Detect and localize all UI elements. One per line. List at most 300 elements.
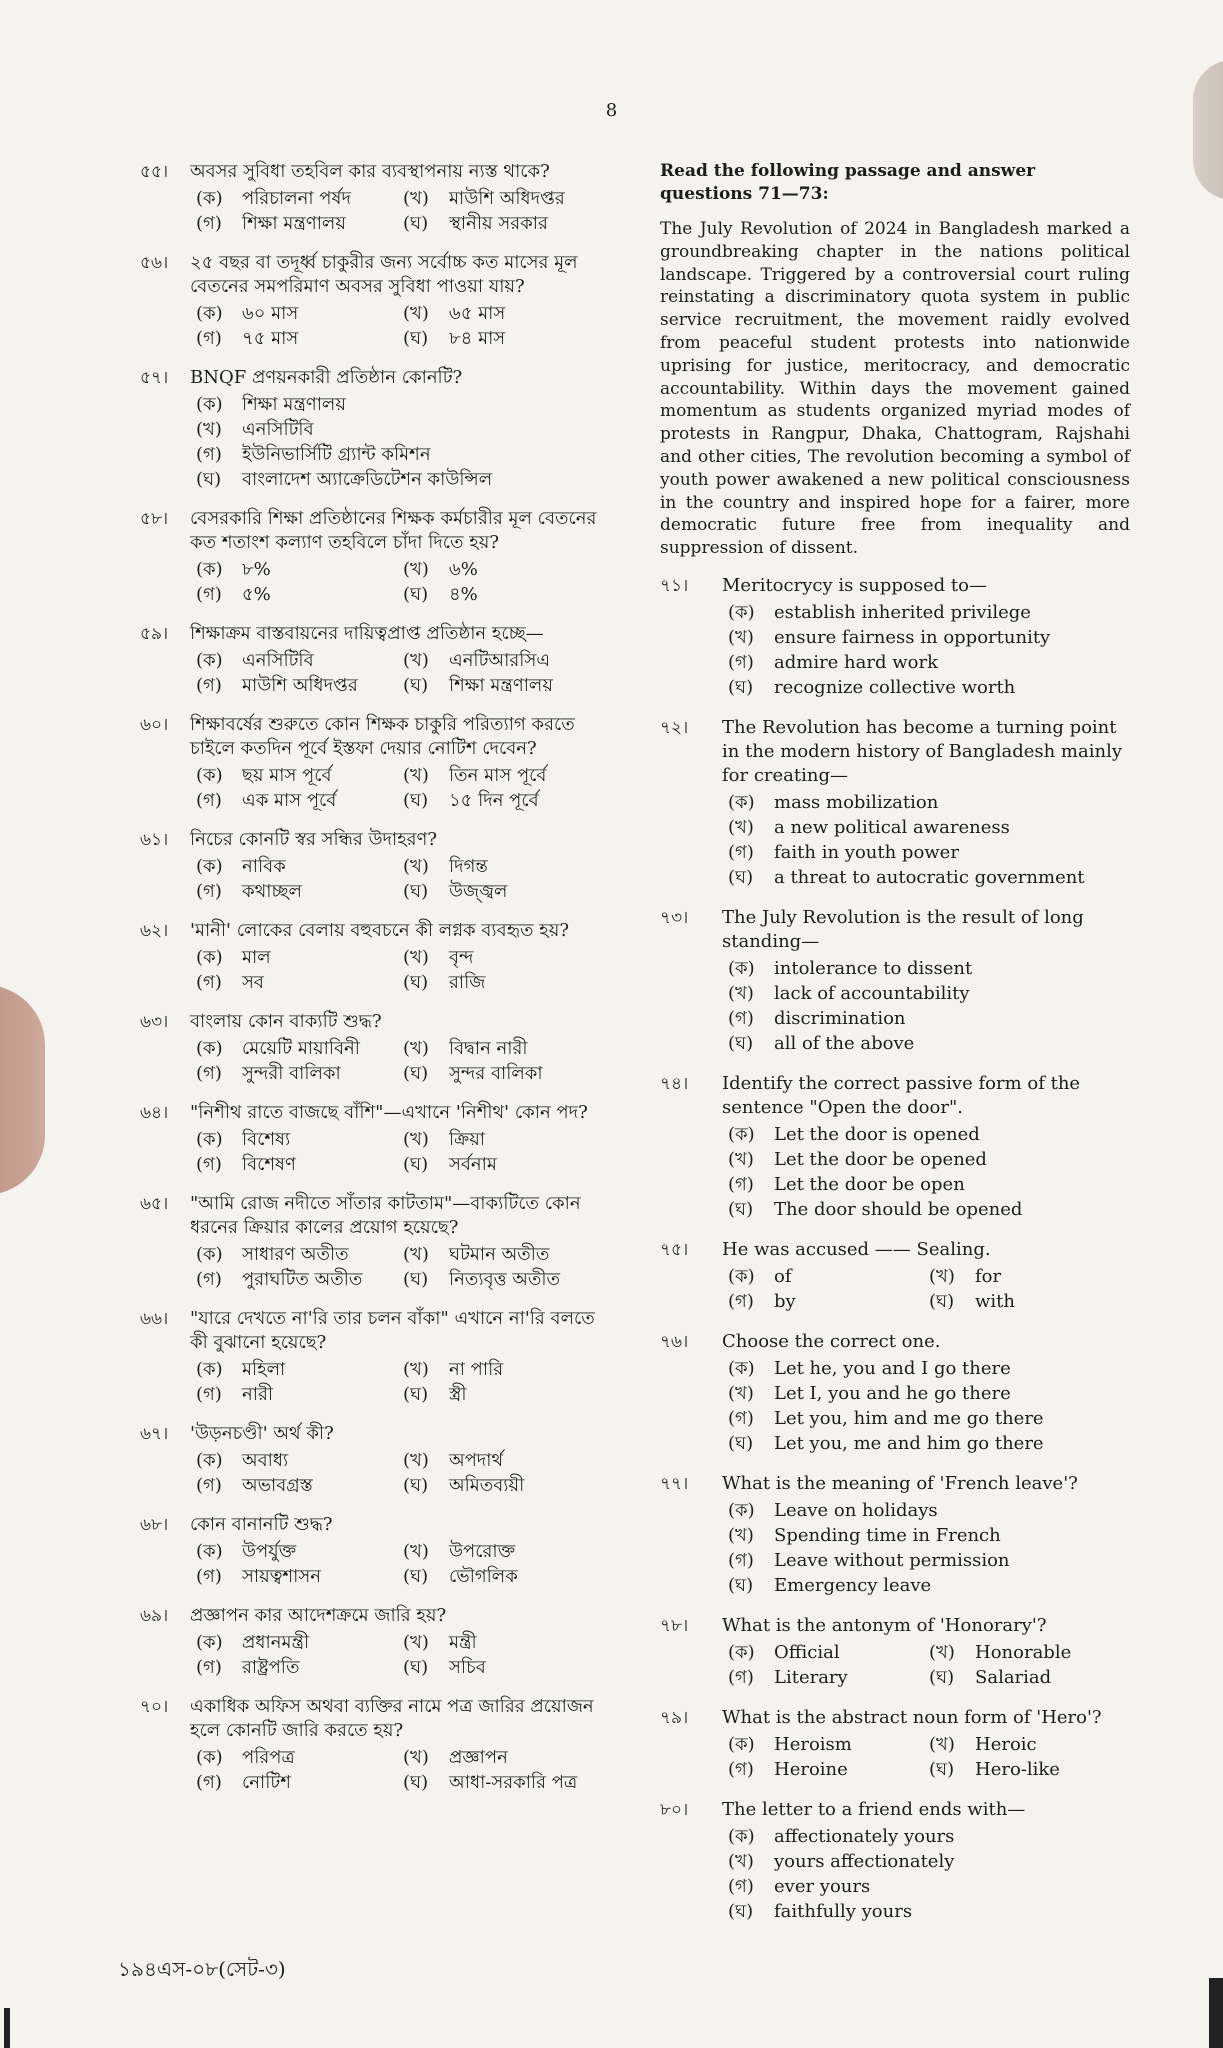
- option-text: mass mobilization: [774, 791, 939, 813]
- option-text: ৫%: [242, 584, 271, 605]
- option-label: (ঘ): [403, 1269, 429, 1290]
- option: [196, 1630, 403, 1655]
- option-row: [728, 1573, 1130, 1598]
- question: [140, 251, 610, 351]
- question-number: ৬০।: [140, 715, 169, 735]
- option: [403, 211, 610, 236]
- question-text: ২৫ বছর বা তদূর্ধ্ব চাকুরীর জন্য সর্বোচ্চ কত মাসের মূল বেতনের সমপরিমাণ অবসর সুবিধা পাওয়া যায়?: [190, 252, 578, 297]
- option-row: [196, 326, 610, 351]
- option-list: [190, 648, 610, 698]
- option: [196, 186, 403, 211]
- option-text: ছয় মাস পূর্বে: [242, 765, 332, 786]
- question-text: একাধিক অফিস অথবা ব্যক্তির নামে পত্র জারির প্রয়োজন হলে কোনটি জারি করতে হয়?: [190, 1696, 594, 1741]
- option-text: Heroism: [774, 1733, 852, 1755]
- option-row: [196, 879, 610, 904]
- option-text: শিক্ষা মন্ত্রণালয়: [242, 394, 346, 415]
- option-label: (গ): [196, 1657, 222, 1678]
- option-label: (খ): [403, 303, 429, 324]
- option-label: (খ): [196, 419, 222, 440]
- option: [728, 1732, 929, 1757]
- option-text: উপর্যুক্ত: [242, 1541, 297, 1562]
- option: [196, 854, 403, 879]
- option: [403, 582, 610, 607]
- question: [140, 1513, 610, 1589]
- question: [660, 1614, 1130, 1690]
- option-text: by: [774, 1290, 796, 1312]
- option-text: Let you, him and me go there: [774, 1407, 1044, 1429]
- option-text: উজ্জ্বল: [449, 881, 508, 902]
- option-label: (খ): [728, 1148, 754, 1170]
- option-row: [196, 854, 610, 879]
- option-text: সাধারণ অতীত: [242, 1244, 349, 1265]
- option-label: (ক): [196, 947, 223, 968]
- option: [196, 1036, 403, 1061]
- option-list: [190, 854, 610, 904]
- option: [403, 1267, 610, 1292]
- option-label: (গ): [728, 1407, 754, 1429]
- option-row: [196, 1745, 610, 1770]
- question-text: He was accused —— Sealing.: [722, 1238, 991, 1260]
- option-text: ৬০ মাস: [242, 303, 299, 324]
- option-row: [728, 1757, 1130, 1782]
- option-row: [728, 1824, 1130, 1849]
- option-label: (ক): [196, 1129, 223, 1150]
- question: [140, 919, 610, 995]
- option-row: [728, 1147, 1130, 1172]
- option-text: স্থানীয় সরকার: [449, 213, 548, 234]
- option-text: ক্রিয়া: [449, 1129, 486, 1150]
- question-number: ৭০।: [140, 1697, 169, 1717]
- option-label: (গ): [728, 1875, 754, 1897]
- option-label: (ঘ): [403, 1475, 429, 1496]
- option-label: (ক): [728, 1265, 755, 1287]
- option: [196, 1382, 403, 1407]
- option-label: (গ): [196, 1772, 222, 1793]
- option-label: (ক): [196, 303, 223, 324]
- question: [660, 716, 1130, 890]
- option-label: (খ): [929, 1641, 955, 1663]
- option-row: [196, 186, 610, 211]
- option-label: (খ): [403, 1129, 429, 1150]
- option-label: (ক): [196, 188, 223, 209]
- option-list: [722, 790, 1130, 890]
- option-text: ৮৪ মাস: [449, 328, 506, 349]
- option-text: ৮%: [242, 559, 271, 580]
- option-text: মাউশি অধিদপ্তর: [449, 188, 565, 209]
- option-text: recognize collective worth: [774, 676, 1016, 698]
- option-label: (গ): [196, 972, 222, 993]
- option: [929, 1665, 1130, 1690]
- left-edge-mark: [4, 2008, 10, 2048]
- option-label: (ক): [728, 1499, 755, 1521]
- option-label: (গ): [196, 675, 222, 696]
- option-text: পরিচালনা পর্ষদ: [242, 188, 351, 209]
- option-label: (গ): [728, 1007, 754, 1029]
- option-label: (ক): [728, 1825, 755, 1847]
- option-text: Honorable: [975, 1641, 1072, 1663]
- option-text: Leave on holidays: [774, 1499, 938, 1521]
- option: [929, 1757, 1130, 1782]
- option-label: (ঘ): [403, 1384, 429, 1405]
- option-text: faith in youth power: [774, 841, 959, 863]
- option: [728, 650, 938, 675]
- option-list: [190, 763, 610, 813]
- option-label: (ক): [196, 1632, 223, 1653]
- option: [728, 1573, 931, 1598]
- option: [403, 788, 610, 813]
- option: [403, 1448, 610, 1473]
- option-label: (গ): [196, 444, 222, 465]
- option-text: ভৌগলিক: [449, 1566, 518, 1587]
- option-label: (ঘ): [929, 1666, 955, 1688]
- option-text: faithfully yours: [774, 1900, 913, 1922]
- option: [728, 1406, 1044, 1431]
- option-text: সুন্দরী বালিকা: [242, 1063, 341, 1084]
- option-label: (ঘ): [403, 675, 429, 696]
- option-label: (ক): [196, 765, 223, 786]
- option-label: (ক): [196, 394, 223, 415]
- question-text: Meritocrycy is supposed to—: [722, 574, 987, 596]
- option-text: a new political awareness: [774, 816, 1010, 838]
- option-row: [196, 557, 610, 582]
- option: [929, 1289, 1130, 1314]
- option-text: Emergency leave: [774, 1574, 932, 1596]
- thumb-shadow: [0, 985, 45, 1195]
- option-text: বিশেষণ: [242, 1154, 296, 1175]
- option: [196, 557, 403, 582]
- option: [403, 326, 610, 351]
- question-number: ৬৭।: [140, 1424, 169, 1444]
- option: [403, 1655, 610, 1680]
- option-list: [722, 1824, 1130, 1924]
- option: [728, 815, 1010, 840]
- option-label: (গ): [196, 584, 222, 605]
- option: [196, 970, 403, 995]
- option-text: অপদার্থ: [449, 1450, 504, 1471]
- option-label: (ঘ): [403, 881, 429, 902]
- option-label: (খ): [403, 1244, 429, 1265]
- option: [196, 1152, 403, 1177]
- option: [196, 1061, 403, 1086]
- option-list: [190, 1630, 610, 1680]
- option-text: এনসিটিবি: [242, 419, 314, 440]
- option-label: (ঘ): [403, 328, 429, 349]
- option-row: [728, 1498, 1130, 1523]
- question-number: ৭৮।: [660, 1615, 689, 1636]
- option-label: (ক): [196, 1450, 223, 1471]
- option-label: (গ): [196, 1384, 222, 1405]
- option-label: (ক): [196, 650, 223, 671]
- option-text: অবাধ্য: [242, 1450, 289, 1471]
- option-text: establish inherited privilege: [774, 601, 1031, 623]
- option-text: intolerance to dissent: [774, 957, 973, 979]
- option: [403, 970, 610, 995]
- question-text: The Revolution has become a turning point in the modern history of Bangladesh mainly for creating—: [722, 716, 1123, 786]
- option-label: (ক): [728, 1733, 755, 1755]
- option: [403, 673, 610, 698]
- option: [196, 763, 403, 788]
- question-text: কোন বানানটি শুদ্ধ?: [190, 1514, 333, 1535]
- option-label: (খ): [403, 947, 429, 968]
- option-row: [728, 956, 1130, 981]
- option: [728, 1006, 906, 1031]
- question: [660, 1798, 1130, 1924]
- option-text: পরিপত্র: [242, 1747, 295, 1768]
- question-text: The July Revolution is the result of long standing—: [722, 906, 1084, 952]
- option-text: all of the above: [774, 1032, 915, 1054]
- option: [403, 1564, 610, 1589]
- option-label: (ঘ): [403, 972, 429, 993]
- option-text: বিদ্বান নারী: [449, 1038, 528, 1059]
- question-number: ৫৭।: [140, 368, 169, 388]
- option-text: lack of accountability: [774, 982, 970, 1004]
- option: [196, 301, 403, 326]
- option-label: (খ): [728, 1382, 754, 1404]
- option-label: (ক): [728, 1357, 755, 1379]
- option-row: [196, 1539, 610, 1564]
- option: [403, 186, 610, 211]
- option: [196, 1473, 403, 1498]
- question-text: শিক্ষাবর্ষের শুরুতে কোন শিক্ষক চাকুরি পরিত্যাগ করতে চাইলে কতদিন পূর্বে ইস্তফা দেয়ার নোটিশ দেবেন?: [190, 714, 575, 759]
- option-row: [196, 1655, 610, 1680]
- question-number: ৬৩।: [140, 1012, 169, 1032]
- option-text: ইউনিভার্সিটি গ্র্যান্ট কমিশন: [242, 444, 431, 465]
- option-list: [190, 392, 610, 492]
- option: [196, 211, 403, 236]
- option-text: ১৫ দিন পূর্বে: [449, 790, 539, 811]
- option-row: [728, 1406, 1130, 1431]
- option-text: সব: [242, 972, 264, 993]
- option-row: [728, 840, 1130, 865]
- right-column: [660, 160, 1130, 1940]
- option-text: সায়ত্বশাসন: [242, 1566, 322, 1587]
- option-label: (খ): [403, 1541, 429, 1562]
- option: [728, 1356, 1011, 1381]
- question-number: ৬৮।: [140, 1515, 169, 1535]
- option: [728, 1122, 980, 1147]
- option-row: [728, 1122, 1130, 1147]
- option-label: (গ): [728, 1290, 754, 1312]
- option-text: yours affectionately: [774, 1850, 955, 1872]
- option: [403, 557, 610, 582]
- option: [728, 1381, 1011, 1406]
- option-label: (খ): [403, 856, 429, 877]
- option-text: Literary: [774, 1666, 848, 1688]
- question-text: অবসর সুবিধা তহবিল কার ব্যবস্থাপনায় ন্যস্ত থাকে?: [190, 161, 550, 182]
- question-text: বাংলায় কোন বাক্যটি শুদ্ধ?: [190, 1011, 382, 1032]
- option: [196, 1655, 403, 1680]
- option-text: মাল: [242, 947, 271, 968]
- option: [196, 467, 492, 492]
- option: [403, 1036, 610, 1061]
- option-label: (ক): [728, 957, 755, 979]
- option-text: Spending time in French: [774, 1524, 1001, 1546]
- option-text: Let you, me and him go there: [774, 1432, 1044, 1454]
- option: [196, 326, 403, 351]
- passage-text: The July Revolution of 2024 in Bangladesh marked a groundbreaking chapter in the nations political landscape. Triggered by a controversial court ruling reinstating a discriminatory quota system in public service recruitment, the movement raidly evolved from peaceful student protests into nationwide uprising for justice, meritocracy, and democratic accountability. Within days the movement gained momentum as students organized myriad modes of protests in Rangpur, Dhaka, Chattogram, Rajshahi and other cities, The revolution becoming a symbol of youth power awakened a new political consciousness in the country and inspired hope for a fairer, more democratic future free from inequality and suppression of dissent.: [660, 219, 1130, 559]
- option-row: [728, 650, 1130, 675]
- question-text: "নিশীথ রাতে বাজছে বাঁশি"—এখানে 'নিশীথ' কোন পদ?: [190, 1102, 588, 1123]
- option-label: (খ): [728, 1524, 754, 1546]
- option: [728, 1824, 954, 1849]
- option-text: মাউশি অধিদপ্তর: [242, 675, 358, 696]
- question-number: ৫৯।: [140, 624, 169, 644]
- question: [660, 1072, 1130, 1222]
- option-row: [196, 673, 610, 698]
- option: [728, 600, 1031, 625]
- option: [403, 1357, 610, 1382]
- option-label: (ঘ): [728, 676, 754, 698]
- question: [140, 622, 610, 698]
- option: [403, 854, 610, 879]
- option-row: [196, 1564, 610, 1589]
- option-label: (ঘ): [403, 1154, 429, 1175]
- option-label: (ঘ): [728, 1574, 754, 1596]
- option: [728, 1899, 912, 1924]
- option-text: ঘটমান অতীত: [449, 1244, 550, 1265]
- option-label: (ক): [728, 601, 755, 623]
- option-text: শিক্ষা মন্ত্রণালয়: [449, 675, 553, 696]
- option-row: [728, 1874, 1130, 1899]
- option-text: with: [975, 1290, 1015, 1312]
- option-text: Salariad: [975, 1666, 1052, 1688]
- option-row: [728, 600, 1130, 625]
- question-number: ৬৬।: [140, 1309, 169, 1329]
- option-list: [190, 1036, 610, 1086]
- option-text: নারী: [242, 1384, 274, 1405]
- question: [660, 1706, 1130, 1782]
- option-label: (খ): [728, 626, 754, 648]
- question-text: শিক্ষাক্রম বাস্তবায়নের দায়িত্বপ্রাপ্ত প্রতিষ্ঠান হচ্ছে—: [190, 623, 544, 644]
- option: [728, 981, 970, 1006]
- option-row: [728, 1732, 1130, 1757]
- option-row: [196, 1382, 610, 1407]
- option-row: [196, 945, 610, 970]
- option: [196, 1357, 403, 1382]
- option-text: Heroine: [774, 1758, 848, 1780]
- option: [196, 582, 403, 607]
- option-row: [728, 1665, 1130, 1690]
- option-text: Let the door be opened: [774, 1148, 987, 1170]
- option-text: অভাবগ্রস্ত: [242, 1475, 313, 1496]
- question: [140, 1695, 610, 1795]
- option-label: (গ): [728, 1549, 754, 1571]
- option: [196, 392, 346, 417]
- passage-heading: Read the following passage and answer questions 71—73:: [660, 161, 1036, 204]
- option-list: [722, 600, 1130, 700]
- option-label: (ক): [728, 791, 755, 813]
- option-text: রাজি: [449, 972, 486, 993]
- option-label: (খ): [728, 816, 754, 838]
- option: [728, 1849, 954, 1874]
- option-text: দিগন্ত: [449, 856, 488, 877]
- option-label: (গ): [196, 1566, 222, 1587]
- option-list: [722, 1640, 1130, 1690]
- option-row: [196, 1448, 610, 1473]
- option: [196, 1267, 403, 1292]
- option-row: [196, 788, 610, 813]
- option: [196, 442, 431, 467]
- option-row: [196, 392, 610, 417]
- option-row: [196, 1152, 610, 1177]
- option: [728, 1874, 870, 1899]
- question: [140, 160, 610, 236]
- option-row: [196, 301, 610, 326]
- option-row: [728, 1640, 1130, 1665]
- option-label: (খ): [403, 765, 429, 786]
- option-label: (ঘ): [929, 1758, 955, 1780]
- option-label: (গ): [196, 328, 222, 349]
- question-number: ৭২।: [660, 717, 689, 738]
- option-text: নিত্যবৃত্ত অতীত: [449, 1269, 560, 1290]
- option: [929, 1732, 1130, 1757]
- option: [728, 1031, 914, 1056]
- option-list: [722, 1356, 1130, 1456]
- question-text: Choose the correct one.: [722, 1330, 941, 1352]
- option-text: Leave without permission: [774, 1549, 1010, 1571]
- option-text: Let the door is opened: [774, 1123, 980, 1145]
- option-text: সচিব: [449, 1657, 486, 1678]
- option-row: [728, 815, 1130, 840]
- question-text: Identify the correct passive form of the sentence "Open the door".: [722, 1072, 1081, 1118]
- option: [728, 1548, 1010, 1573]
- option-list: [190, 1745, 610, 1795]
- question-text: What is the meaning of 'French leave'?: [722, 1472, 1078, 1494]
- question-number: ৬৪।: [140, 1103, 169, 1123]
- option-text: Hero-like: [975, 1758, 1060, 1780]
- option-text: রাষ্ট্রপতি: [242, 1657, 300, 1678]
- option: [728, 840, 959, 865]
- option-label: (ক): [196, 856, 223, 877]
- option: [403, 1127, 610, 1152]
- question-text: প্রজ্ঞাপন কার আদেশক্রমে জারি হয়?: [190, 1605, 447, 1626]
- question: [660, 574, 1130, 700]
- option-label: (খ): [403, 650, 429, 671]
- option: [196, 1564, 403, 1589]
- option-text: স্ত্রী: [449, 1384, 467, 1405]
- option: [728, 1289, 929, 1314]
- option: [403, 1539, 610, 1564]
- question-text: BNQF প্রণয়নকারী প্রতিষ্ঠান কোনটি?: [190, 367, 463, 388]
- question-number: ৬২।: [140, 921, 169, 941]
- option: [196, 1242, 403, 1267]
- option-label: (গ): [196, 213, 222, 234]
- question-number: ৬৫।: [140, 1194, 169, 1214]
- option-list: [722, 1732, 1130, 1782]
- option: [728, 956, 972, 981]
- option-text: মন্ত্রী: [449, 1632, 477, 1653]
- option-text: পুরাঘটিত অতীত: [242, 1269, 363, 1290]
- option: [403, 648, 610, 673]
- option-row: [728, 1006, 1130, 1031]
- option-text: ৭৫ মাস: [242, 328, 299, 349]
- option-label: (ক): [196, 1244, 223, 1265]
- option-text: ৬৫ মাস: [449, 303, 506, 324]
- option-text: নোটিশ: [242, 1772, 291, 1793]
- option: [403, 763, 610, 788]
- option: [728, 1431, 1044, 1456]
- option: [196, 879, 403, 904]
- option: [728, 790, 938, 815]
- option-label: (ঘ): [403, 1063, 429, 1084]
- option-row: [196, 1242, 610, 1267]
- question-text: 'মানী' লোকের বেলায় বহুবচনে কী লগ্নক ব্যবহৃত হয়?: [190, 920, 569, 941]
- option-label: (গ): [196, 790, 222, 811]
- question: [140, 507, 610, 607]
- option-label: (খ): [929, 1733, 955, 1755]
- option-text: প্রজ্ঞাপন: [449, 1747, 508, 1768]
- option-text: নাবিক: [242, 856, 286, 877]
